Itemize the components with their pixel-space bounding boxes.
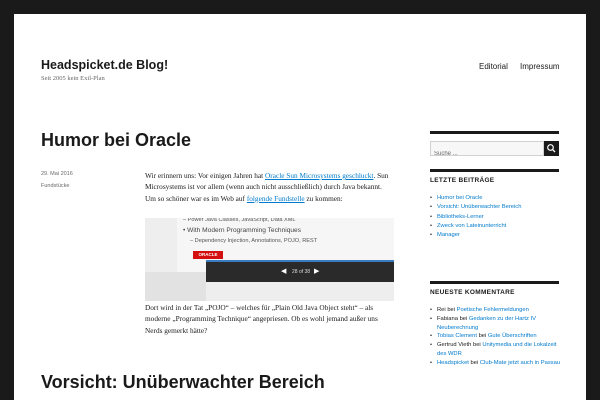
list-item xyxy=(430,231,562,240)
recent-post-link[interactable]: Manager xyxy=(437,232,460,239)
post-link-oracle-sun[interactable]: Oracle Sun Microsystems geschluckt xyxy=(265,171,374,180)
sidebar-divider xyxy=(430,131,559,134)
slide-line: – Power Java Classes, JavaScript, Data XML xyxy=(183,218,296,223)
post-title[interactable]: Humor bei Oracle xyxy=(41,130,192,150)
post-text: Um so schöner war es im Web auf xyxy=(145,193,247,203)
recent-comments-list xyxy=(430,306,562,368)
comment-on: bei xyxy=(471,342,483,349)
site-title[interactable]: Headspicket.de Blog! xyxy=(41,58,169,72)
search-icon xyxy=(544,141,559,156)
widget-divider xyxy=(430,169,559,172)
post-category[interactable]: Fundstücke xyxy=(41,183,70,189)
comment-post-link[interactable]: Club-Mate jetzt auch in Passau xyxy=(479,359,561,366)
comment-on: bei xyxy=(457,315,469,322)
comment-on: bei xyxy=(476,333,488,340)
comment-post-link[interactable]: Gute Überschriften xyxy=(487,333,537,340)
list-item xyxy=(430,306,562,315)
slide-line: • With Modern Programming Techniques xyxy=(183,227,301,234)
site-description: Seit 2005 kein Exil-Plan xyxy=(41,75,105,82)
slide-shadow xyxy=(145,272,206,301)
post-content xyxy=(145,170,395,204)
list-item xyxy=(430,222,562,231)
comment-author-link[interactable]: Tobias Clement xyxy=(437,333,477,340)
comment-author: Gertrud Vieth xyxy=(437,342,472,349)
slide-line: – Dependency Injection, Annotations, POJO, REST xyxy=(190,238,318,244)
recent-post-link[interactable]: Zweck von Lateinunterricht xyxy=(437,222,507,229)
recent-post-link[interactable]: Vorsicht: Unüberwachter Bereich xyxy=(437,204,522,211)
recent-post-link[interactable]: Bibliotheks-Lerner xyxy=(437,213,484,220)
comment-post-link[interactable]: Gedanken zu der Hartz IV Neuberechnung xyxy=(437,315,536,331)
comment-author: Fabiana xyxy=(437,315,458,322)
embedded-slide[interactable] xyxy=(145,218,394,301)
comment-on: bei xyxy=(445,307,457,313)
list-item xyxy=(430,194,562,203)
list-item xyxy=(430,315,562,333)
comment-post-link[interactable]: Poetische Fehlermeldungen xyxy=(456,307,529,313)
nav-item-impressum[interactable]: Impressum xyxy=(520,62,560,71)
comment-author: Rei xyxy=(437,307,446,313)
list-item xyxy=(430,332,562,341)
list-item xyxy=(430,213,562,222)
post-date[interactable]: 29. Mai 2016 xyxy=(41,171,73,177)
widget-title-recent: LETZTE BEITRÄGE xyxy=(430,177,495,184)
post-text: zu kommen: xyxy=(304,193,343,203)
post-text: . Sun Microsystems ist vor allem (wenn auch nicht ausschließlich) durch Java bekannt. xyxy=(145,171,389,192)
post-title-2[interactable]: Vorsicht: Unüberwachter Bereich xyxy=(41,372,325,392)
list-item xyxy=(430,359,562,368)
recent-posts-list xyxy=(430,194,562,240)
slide-counter: 28 of 38 xyxy=(292,269,311,275)
page xyxy=(14,14,586,400)
post-link-fundstelle[interactable]: folgende Fundstelle xyxy=(246,193,305,203)
list-item xyxy=(430,341,562,359)
oracle-logo: ORACLE xyxy=(193,251,223,259)
widget-divider xyxy=(430,281,559,284)
comment-on: bei xyxy=(468,359,480,366)
search-input[interactable] xyxy=(431,148,543,161)
slide-next-icon[interactable]: ▶ xyxy=(314,268,320,275)
list-item xyxy=(430,203,562,212)
widget-title-comments: NEUESTE KOMMENTARE xyxy=(430,289,515,296)
recent-post-link[interactable]: Humor bei Oracle xyxy=(437,195,483,201)
post-text: Wir erinnern uns: Vor einigen Jahren hat xyxy=(145,171,266,180)
comment-author-link[interactable]: Headspicket xyxy=(437,359,469,366)
post-paragraph: Dort wird in der Tat „POJO“ – welches für „Plain Old Java Object steht“ – als moderne „Programming Technique“ angepriesen. Ob es wohl jemand außer uns Nerds gemerkt hätte? xyxy=(145,303,378,335)
comment-post-link[interactable]: Unitymedia und die Lokalzeit des WDR xyxy=(437,342,557,357)
search-button[interactable] xyxy=(544,141,559,156)
slide-prev-icon[interactable]: ◀ xyxy=(281,268,287,275)
nav-item-editorial[interactable]: Editorial xyxy=(479,62,508,71)
search-box xyxy=(430,141,544,156)
